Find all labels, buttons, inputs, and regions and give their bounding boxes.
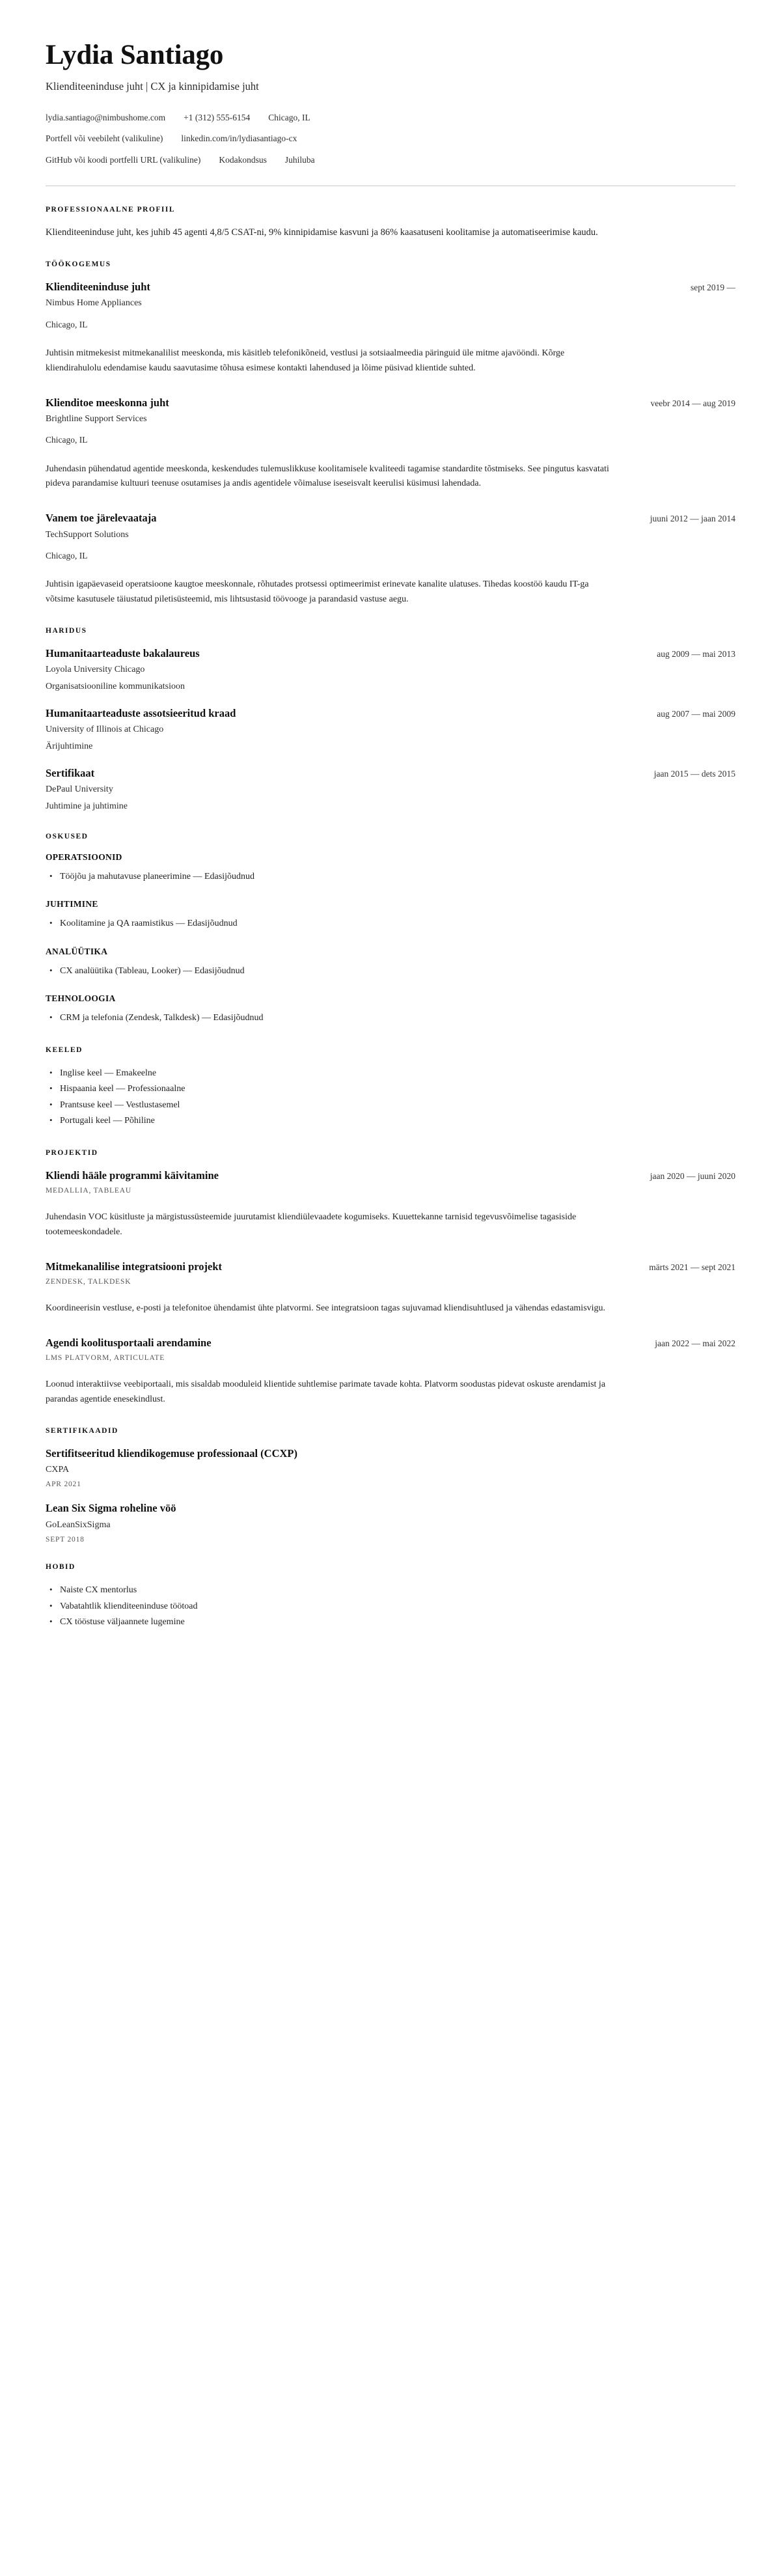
school-name: DePaul University: [46, 784, 113, 795]
job-date: sept 2019 —: [691, 282, 735, 292]
job-description: Juhendasin pühendatud agentide meeskonda, keskendudes tulemuslikkuse koolitamisele kvaliteedi tagamise standardite tõstmiseks. See pingutus kasvatati pideva parandamise kultuuri teenuse osutamises ja andis agentidele võimaluse iseseisvalt keerulisi küsimusi lahendada.: [46, 464, 609, 489]
field-of-study: Juhtimine ja juhtimine: [46, 801, 128, 811]
job-location: Chicago, IL: [46, 550, 88, 561]
section-experience: [46, 260, 735, 607]
language-item: • Portugali keel — Põhiline: [60, 1113, 735, 1129]
section-certifications: [46, 1427, 735, 1544]
certification-title: Sertifitseeritud kliendikogemuse professionaal (CCXP): [46, 1447, 297, 1460]
education-entry: [46, 766, 735, 813]
skill-group: [46, 993, 735, 1027]
project-description: Juhendasin VOC küsitluste ja märgistussüsteemide juurutamist kliendiülevaadete kogumiseks. Kuuettekanne tarnisid tegevusvõimelise tagasiside tootemeeskondadele.: [46, 1212, 577, 1237]
skill-group-title: ANALÜÜTIKA: [46, 946, 108, 956]
experience-entry: [46, 280, 735, 376]
entry-header: [46, 280, 735, 294]
skill-item: • Koolitamine ja QA raamistikus — Edasijõudnud: [60, 916, 735, 932]
certification-issuer: CXPA: [46, 1465, 70, 1475]
section-education: [46, 627, 735, 813]
section-projects: [46, 1149, 735, 1407]
language-list: [46, 1066, 735, 1129]
job-title: Vanem toe järelevaataja: [46, 512, 157, 525]
job-location: Chicago, IL: [46, 319, 88, 329]
contact-portfolio[interactable]: Portfell või veebileht (valikuline): [46, 133, 163, 144]
skill-list: [46, 916, 735, 932]
section-profile: [46, 206, 735, 240]
resume-header: [46, 40, 735, 186]
language-item: • Prantsuse keel — Vestlustasemel: [60, 1098, 735, 1114]
section-title-languages: KEELED: [46, 1046, 83, 1054]
contact-row-2: [46, 132, 735, 145]
project-date: märts 2021 — sept 2021: [649, 1262, 735, 1272]
language-item: • Hispaania keel — Professionaalne: [60, 1081, 735, 1098]
section-title-certifications: SERTIFIKAADID: [46, 1426, 118, 1435]
skill-list: [46, 869, 735, 885]
skill-group: [46, 852, 735, 885]
project-title: Agendi koolitusportaali arendamine: [46, 1336, 212, 1349]
skill-group: [46, 899, 735, 932]
contact-driving-licence: Juhiluba: [284, 154, 315, 165]
project-description: Koordineerisin vestluse, e-posti ja telefonitoe ühendamist ühte platvormi. See integratsioon tagas sujuvamad kliendisuhtlused ja vähendas edastamisvigu.: [46, 1303, 606, 1314]
project-date: jaan 2022 — mai 2022: [655, 1338, 735, 1348]
certification-date: APR 2021: [46, 1480, 81, 1489]
section-title-experience: TÖÖKOGEMUS: [46, 260, 111, 268]
project-date: jaan 2020 — juuni 2020: [650, 1170, 735, 1181]
section-title-profile: PROFESSIONAALNE PROFIIL: [46, 206, 176, 214]
contact-citizenship: Kodakondsus: [219, 154, 267, 165]
job-description: Juhtisin mitmekesist mitmekanalilist meeskonda, mis käsitleb telefonikõneid, vestlusi ja sotsiaalmeedia päringuid üle mitme ajavööndi. Kõrge kliendirahulolu edendamise kaudu saavutasime tõhusa esimese kontakti lahendused ja lõime püsivad klientide suhted.: [46, 348, 565, 373]
skill-item: • Tööjõu ja mahutavuse planeerimine — Edasijõudnud: [60, 869, 735, 885]
certification-date: SEPT 2018: [46, 1536, 85, 1544]
job-company: Brightline Support Services: [46, 413, 147, 424]
entry-header: [46, 1336, 735, 1350]
skill-list: [46, 963, 735, 980]
entry-header: [46, 396, 735, 409]
job-title: Klienditeeninduse juht: [46, 280, 150, 293]
skill-group: [46, 947, 735, 980]
section-hobbies: [46, 1563, 735, 1631]
contact-row-1: [46, 111, 735, 124]
candidate-headline: Klienditeeninduse juht | CX ja kinnipidamise juht: [46, 80, 259, 93]
entry-header: [46, 706, 735, 720]
education-entry: [46, 646, 735, 693]
job-date: veebr 2014 — aug 2019: [650, 398, 735, 408]
skill-item: • CX analüütika (Tableau, Looker) — Edasijõudnud: [60, 963, 735, 980]
section-languages: [46, 1046, 735, 1129]
contact-location: Chicago, IL: [268, 112, 310, 122]
project-entry: [46, 1260, 735, 1316]
job-description: Juhtisin igapäevaseid operatsioone kaugtoe meeskonnale, rõhutades protsessi optimeerimist erinevate kanalite ulatuses. Tihedas koostöö kaudu IT-ga võtsime kasutusele täiustatud piletisüsteemid, mis lihtsustasid töövooge ja parandasid vastuse aegu.: [46, 579, 589, 605]
education-entry: [46, 706, 735, 753]
entry-header: [46, 511, 735, 525]
job-company: Nimbus Home Appliances: [46, 298, 142, 309]
skill-item: • CRM ja telefonia (Zendesk, Talkdesk) — Edasijõudnud: [60, 1010, 735, 1027]
contact-github[interactable]: GitHub või koodi portfelli URL (valikuline): [46, 154, 201, 165]
degree-title: Humanitaarteaduste assotsieeritud kraad: [46, 706, 236, 719]
entry-header: [46, 646, 735, 660]
entry-header: [46, 1260, 735, 1273]
section-title-projects: PROJEKTID: [46, 1148, 98, 1157]
degree-date: aug 2007 — mai 2009: [657, 708, 735, 719]
section-skills: [46, 833, 735, 1027]
hobby-item: • Naiste CX mentorlus: [60, 1583, 735, 1599]
skill-group-title: TEHNOLOOGIA: [46, 993, 116, 1004]
contact-row-3: [46, 154, 735, 167]
contact-phone[interactable]: +1 (312) 555-6154: [184, 112, 251, 122]
hobby-item: • CX tööstuse väljaannete lugemine: [60, 1614, 735, 1631]
degree-title: Humanitaarteaduste bakalaureus: [46, 646, 200, 659]
field-of-study: Organisatsiooniline kommunikatsioon: [46, 681, 185, 691]
project-tech-stack: MEDALLIA, TABLEAU: [46, 1187, 131, 1195]
certification-entry: [46, 1501, 735, 1544]
skill-group-title: JUHTIMINE: [46, 899, 98, 909]
contact-linkedin[interactable]: linkedin.com/in/lydiasantiago-cx: [181, 133, 297, 144]
profile-summary: Klienditeeninduse juht, kes juhib 45 agenti 4,8/5 CSAT-ni, 9% kinnipidamise kasvuni ja 86% kaasatuseni koolitamise ja automatiseerimise kaudu.: [46, 227, 598, 238]
project-tech-stack: ZENDESK, TALKDESK: [46, 1278, 131, 1286]
candidate-name: Lydia Santiago: [46, 40, 224, 70]
entry-header: [46, 1169, 735, 1182]
section-title-education: HARIDUS: [46, 626, 87, 635]
contact-email[interactable]: lydia.santiago@nimbushome.com: [46, 112, 166, 122]
project-title: Kliendi hääle programmi käivitamine: [46, 1169, 219, 1182]
skill-list: [46, 1010, 735, 1027]
project-tech-stack: LMS PLATVORM, ARTICULATE: [46, 1354, 165, 1363]
project-entry: [46, 1336, 735, 1407]
degree-date: aug 2009 — mai 2013: [657, 648, 735, 659]
school-name: University of Illinois at Chicago: [46, 725, 164, 735]
school-name: Loyola University Chicago: [46, 665, 145, 675]
hobby-list: [46, 1583, 735, 1631]
job-company: TechSupport Solutions: [46, 529, 129, 540]
certification-entry: [46, 1447, 735, 1489]
degree-title: Sertifikaat: [46, 766, 95, 779]
section-title-hobbies: HOBID: [46, 1563, 75, 1572]
experience-entry: [46, 396, 735, 492]
job-title: Klienditoe meeskonna juht: [46, 396, 169, 409]
skill-group-title: OPERATSIOONID: [46, 852, 122, 862]
section-title-skills: OSKUSED: [46, 832, 89, 840]
degree-date: jaan 2015 — dets 2015: [653, 768, 735, 779]
hobby-item: • Vabatahtlik klienditeeninduse töötoad: [60, 1599, 735, 1615]
job-date: juuni 2012 — jaan 2014: [650, 514, 735, 524]
field-of-study: Ärijuhtimine: [46, 741, 93, 751]
project-entry: [46, 1169, 735, 1240]
project-description: Loonud interaktiivse veebiportaali, mis sisaldab mooduleid klientide suhtlemise parimate tavade kohta. Platvorm soodustas pidevat oskuste arendamist ja parandas agentide enesekindlust.: [46, 1379, 606, 1404]
experience-entry: [46, 511, 735, 607]
certification-title: Lean Six Sigma roheline vöö: [46, 1502, 176, 1515]
certification-issuer: GoLeanSixSigma: [46, 1519, 111, 1530]
project-title: Mitmekanalilise integratsiooni projekt: [46, 1260, 223, 1273]
job-location: Chicago, IL: [46, 435, 88, 445]
entry-header: [46, 766, 735, 780]
language-item: • Inglise keel — Emakeelne: [60, 1066, 735, 1082]
